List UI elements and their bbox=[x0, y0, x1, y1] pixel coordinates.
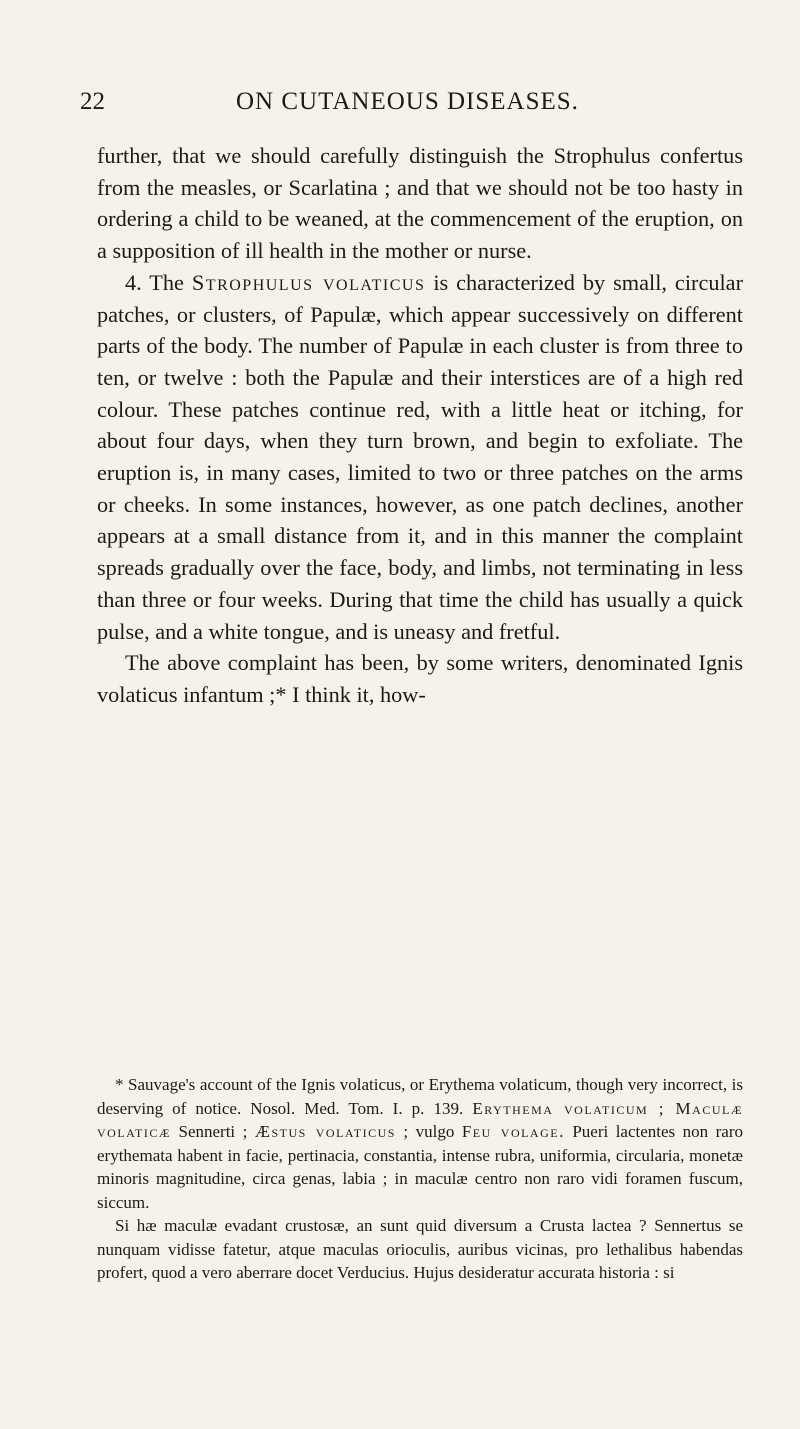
footnote-1-text-c: ; vulgo bbox=[403, 1122, 455, 1141]
footnote-1 bbox=[97, 1073, 743, 1214]
section-number: 4. The bbox=[125, 269, 184, 295]
running-title: ON CUTANEOUS DISEASES. bbox=[236, 88, 579, 115]
footnote-1-text-a: * Sauvage's account of the Ignis volaticus, or Erythema volaticum, though very incorrect, is deserving of notice. Nosol. Med. Tom. I. p. 139. bbox=[97, 1075, 743, 1118]
footnote-term-3: Feu volage. bbox=[461, 1122, 565, 1141]
footnote-term-1: Erythema volaticum ; Maculæ volaticæ bbox=[97, 1098, 744, 1141]
paragraph-2-text: is characterized by small, circular patches, or clusters, of Papulæ, which appear successively on different parts of the body. The number of Papulæ in each cluster is from three to ten, or twelve : both the Papulæ and their interstices are of a high red colour. These patches continue red, with a little heat or itching, for about four days, when they turn brown, and begin to exfoliate. The eruption is, in many cases, limited to two or three patches on the arms or cheeks. In some instances, however, as one patch declines, another appears at a small distance from it, and in this manner the complaint spreads gradually over the face, body, and limbs, not terminating in less than three or four weeks. During that time the child has usually a quick pulse, and a white tongue, and is uneasy and fretful. bbox=[97, 269, 744, 644]
footnotes bbox=[97, 1073, 743, 1285]
footnote-1-text-b: Sennerti ; bbox=[178, 1122, 248, 1141]
paragraph-2 bbox=[97, 267, 743, 647]
footnote-2: Si hæ maculæ evadant crustosæ, an sunt quid diversum a Crusta lactea ? Sennertus se nunquam vidisse fatetur, atque maculas orioculis, auribus vicinas, pro lethalibus habendas profert, quod a vero aberrare docet Verducius. Hujus desideratur accurata historia : si bbox=[97, 1216, 743, 1282]
paragraph-3: The above complaint has been, by some writers, denominated Ignis volaticus infantum ;* I think it, how- bbox=[97, 650, 743, 707]
paragraph-1: further, that we should carefully distinguish the Strophulus confertus from the measles, or Scarlatina ; and that we should not be too hasty in ordering a child to be weaned, at the commencement of the eruption, on a supposition of ill health in the mother or nurse. bbox=[97, 143, 743, 264]
disease-term: Strophulus volaticus bbox=[191, 269, 426, 295]
footnote-term-2: Æstus volaticus bbox=[254, 1122, 396, 1141]
page-number: 22 bbox=[80, 88, 105, 115]
page-header bbox=[80, 88, 760, 128]
main-text bbox=[97, 140, 743, 711]
footnote-1-text-d: Pueri lactentes non raro erythemata habent in facie, pertinacia, constantia, intense rubra, uniformia, circularia, monetæ minoris magnitudine, circa genas, labia ; in maculæ centro non raro vidi foramen fuscum, siccum. bbox=[97, 1122, 744, 1212]
